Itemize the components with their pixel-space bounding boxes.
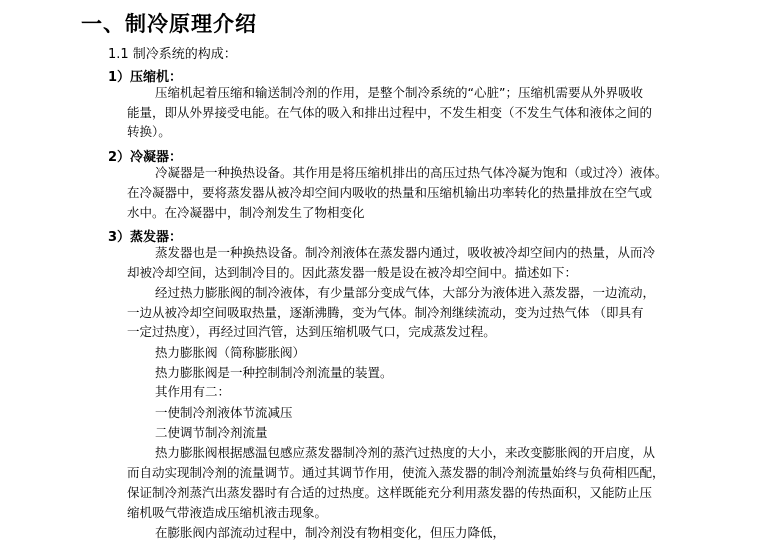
condenser-text-line: 冷凝器是一种换热设备。其作用是将压缩机排出的高压过热气体冷凝为饱和（或过冷）液体。 xyxy=(155,165,668,180)
evaporator-text-line: 保证制冷剂蒸汽出蒸发器时有合适的过热度。这样既能充分利用蒸发器的传热面积，又能防止压 xyxy=(127,485,653,500)
evaporator-text-line: 却被冷却空间，达到制冷目的。因此蒸发器一般是设在被冷却空间中。描述如下： xyxy=(127,265,578,280)
evaporator-text-line: 而自动实现制冷剂的流量调节。通过其调节作用，使流入蒸发器的制冷剂流量始终与负荷相匹配， xyxy=(127,465,665,480)
evaporator-text-line: 热力膨胀阀根据感温包感应蒸发器制冷剂的蒸汽过热度的大小，来改变膨胀阀的开启度，从 xyxy=(155,445,656,460)
compressor-text-line: 压缩机起着压缩和输送制冷剂的作用，是整个制冷系统的“心脏”；压缩机需要从外界吸收 xyxy=(155,85,643,100)
evaporator-text-line: 其作用有二： xyxy=(155,384,231,399)
section-subheading: 1.1 制冷系统的构成： xyxy=(108,47,237,62)
evaporator-text-line: 缩机吸气带液造成压缩机液击现象。 xyxy=(127,505,328,520)
compressor-text-line: 能量，即从外界接受电能。在气体的吸入和排出过程中，不发生相变（不发生气体和液体之间的 xyxy=(127,105,653,120)
evaporator-text-line: 一边从被冷却空间吸取热量，逐渐沸腾，变为气体。制冷剂继续流动，变为过热气体 （即具有 xyxy=(127,305,644,320)
evaporator-text-line: 一定过热度），再经过回汽管，达到压缩机吸气口，完成蒸发过程。 xyxy=(127,324,496,339)
compressor-text-line: 转换）。 xyxy=(127,124,171,139)
condenser-text-line: 水中。在冷凝器中，制冷剂发生了物相变化 xyxy=(127,205,365,220)
evaporator-text-line: 二使调节制冷剂流量 xyxy=(155,425,268,440)
evaporator-text-line: 热力膨胀阀（简称膨胀阀） xyxy=(155,345,306,360)
evaporator-text-line: 在膨胀阀内部流动过程中，制冷剂没有物相变化，但压力降低， xyxy=(155,525,506,540)
compressor-title: 1）压缩机： xyxy=(108,70,183,85)
page-heading: 一、制冷原理介绍 xyxy=(81,12,257,36)
evaporator-text-line: 经过热力膨胀阀的制冷液体，有少量部分变成气体，大部分为液体进入蒸发器，一边流动， xyxy=(155,285,656,300)
evaporator-text-line: 热力膨胀阀是一种控制制冷剂流量的装置。 xyxy=(155,365,393,380)
condenser-text-line: 在冷凝器中，要将蒸发器从被冷却空间内吸收的热量和压缩机输出功率转化的热量排放在空气或 xyxy=(127,185,653,200)
evaporator-text-line: 一使制冷剂液体节流减压 xyxy=(155,405,293,420)
condenser-title: 2）冷凝器： xyxy=(108,150,183,165)
evaporator-text-line: 蒸发器也是一种换热设备。制冷剂液体在蒸发器内通过，吸收被冷却空间内的热量，从而冷 xyxy=(155,245,656,260)
evaporator-title: 3）蒸发器： xyxy=(108,230,183,245)
